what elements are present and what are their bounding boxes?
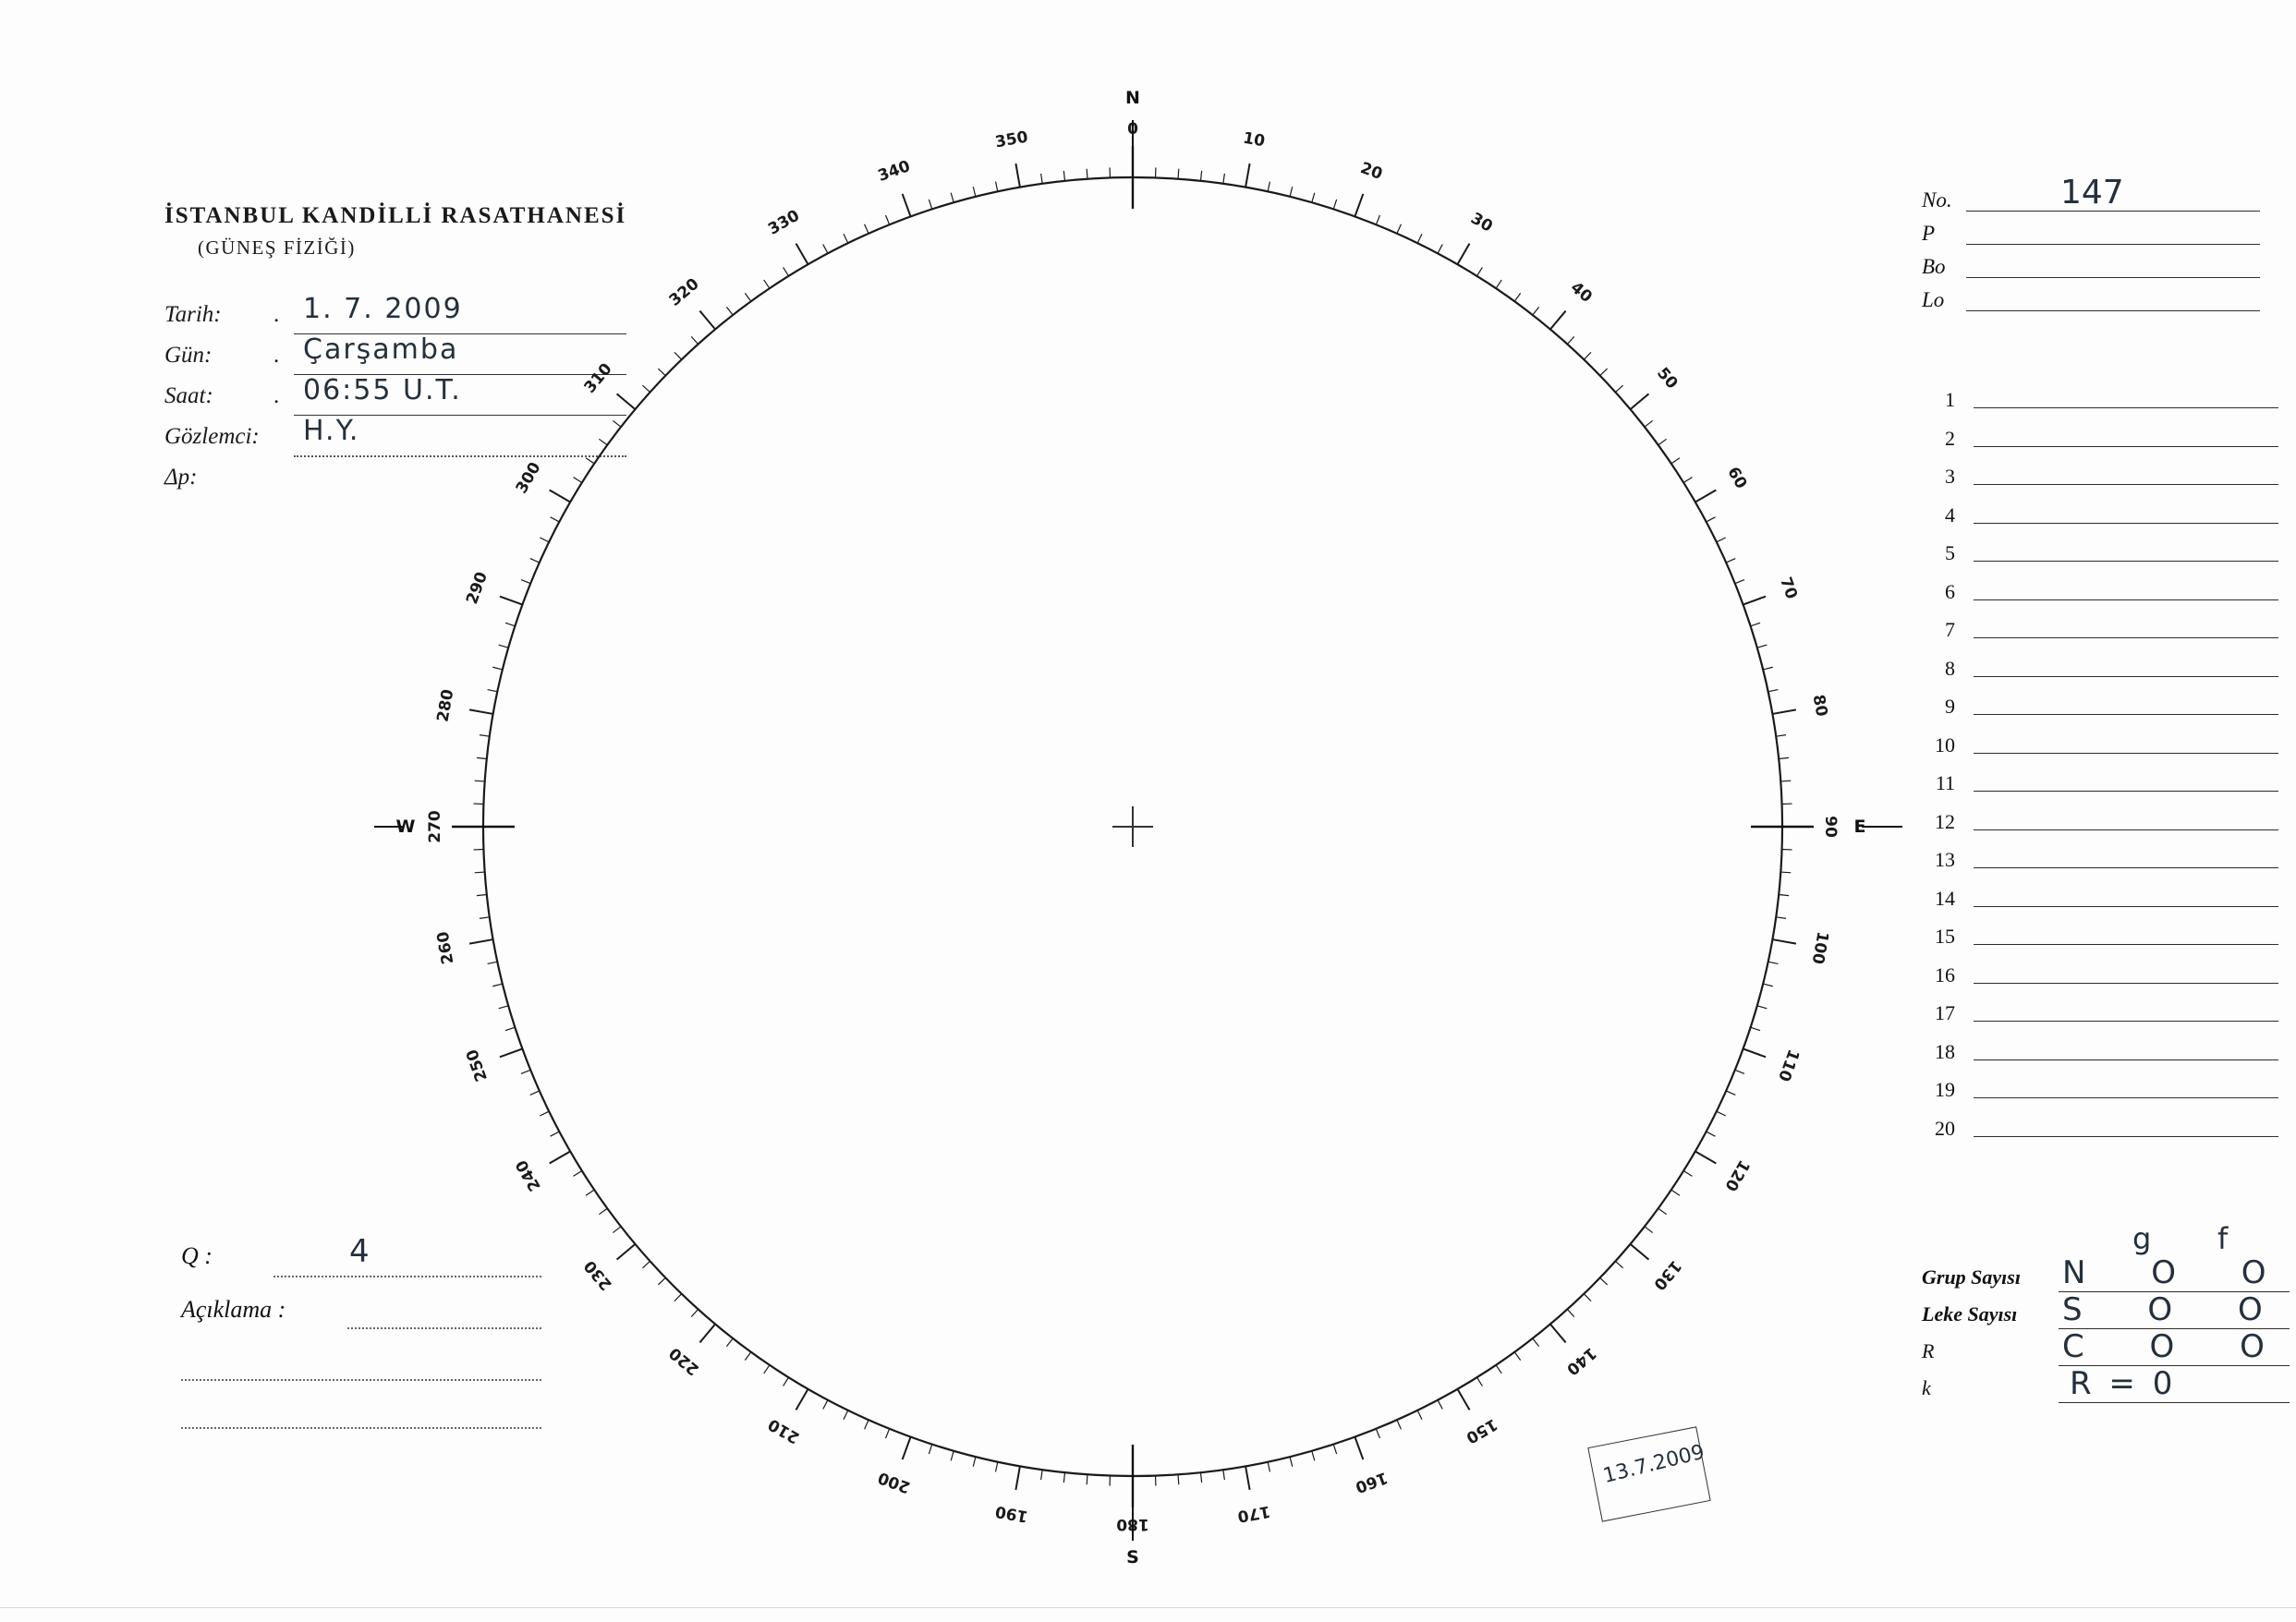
- date-stamp: [1587, 1426, 1710, 1521]
- rf-underline-lo: [1966, 310, 2260, 311]
- rf-row-bo: [1922, 251, 2273, 284]
- disk-center-crosshair: [1112, 806, 1153, 847]
- list-item-line: [1974, 944, 2278, 945]
- degree-label-70: 70: [1776, 575, 1801, 602]
- list-item-line: [1974, 867, 2278, 868]
- list-item-number: 11: [1935, 771, 1955, 794]
- list-item[interactable]: [1922, 422, 2282, 461]
- field-row-gozlemci: [164, 415, 645, 459]
- list-item-line: [1974, 676, 2278, 677]
- degree-label-190: 190: [993, 1501, 1030, 1526]
- rf-label-bo: Bo: [1922, 255, 1946, 278]
- summary-underline-k: [2059, 1402, 2290, 1403]
- degree-label-230: 230: [580, 1256, 616, 1294]
- list-item-line: [1974, 407, 2278, 408]
- header-field-list: [164, 293, 645, 500]
- q-underline: [273, 1276, 541, 1277]
- list-item[interactable]: [1922, 383, 2282, 422]
- list-item-line: [1974, 1021, 2278, 1022]
- list-item-line: [1974, 484, 2278, 485]
- summary-value-grup-sayisi[interactable]: N O O: [2062, 1254, 2294, 1291]
- degree-label-60: 60: [1723, 464, 1751, 492]
- degree-label-160: 160: [1353, 1468, 1391, 1496]
- list-item-number: 2: [1945, 426, 1955, 450]
- list-item-number: 5: [1945, 541, 1955, 564]
- field-row-gun: [164, 333, 645, 378]
- list-item-line: [1974, 829, 2278, 830]
- degree-label-330: 330: [765, 206, 803, 239]
- list-item-number: 6: [1945, 579, 1955, 603]
- field-dots-gun: .: [273, 343, 283, 368]
- rf-label-p: P: [1922, 222, 1936, 245]
- list-item-line: [1974, 1059, 2278, 1060]
- rf-underline-bo: [1966, 277, 2260, 278]
- field-dots-tarih: .: [273, 302, 283, 327]
- rf-value-no[interactable]: 147: [2060, 174, 2124, 212]
- summary-block: [1922, 1221, 2294, 1408]
- degree-label-210: 210: [765, 1414, 803, 1447]
- field-value-saat[interactable]: 06:55 U.T.: [303, 374, 462, 406]
- degree-label-180: 180: [1116, 1515, 1149, 1533]
- degree-label-150: 150: [1463, 1414, 1500, 1447]
- list-item[interactable]: [1922, 652, 2282, 691]
- list-item[interactable]: [1922, 690, 2282, 729]
- list-item-line: [1974, 637, 2278, 638]
- list-item[interactable]: [1922, 882, 2282, 921]
- cardinal-label-N: N: [1125, 88, 1140, 108]
- summary-row-k: [1922, 1365, 2291, 1408]
- summary-label-r: R: [1922, 1339, 1935, 1362]
- list-item[interactable]: [1922, 767, 2282, 805]
- list-item-line: [1974, 791, 2278, 792]
- degree-label-100: 100: [1807, 929, 1832, 966]
- degree-label-200: 200: [875, 1468, 913, 1496]
- list-item-line: [1974, 561, 2278, 562]
- list-item[interactable]: [1922, 1073, 2282, 1112]
- list-item-number: 3: [1945, 465, 1955, 488]
- list-item-number: 1: [1945, 388, 1955, 411]
- degree-label-170: 170: [1235, 1501, 1272, 1526]
- field-label-deltap: Δp:: [164, 465, 198, 490]
- list-item-line: [1974, 983, 2278, 984]
- rf-underline-no: [1966, 211, 2260, 212]
- q-label: Q :: [181, 1242, 213, 1269]
- summary-value-k[interactable]: R = 0: [2070, 1365, 2177, 1402]
- degree-label-30: 30: [1467, 209, 1496, 236]
- rf-row-no: [1922, 174, 2273, 218]
- list-item-line: [1974, 523, 2278, 524]
- note-underline-1: [347, 1327, 541, 1329]
- degree-label-80: 80: [1808, 693, 1831, 719]
- degree-label-140: 140: [1562, 1343, 1600, 1379]
- list-item-number: 12: [1935, 809, 1955, 833]
- cardinal-label-S: S: [1126, 1547, 1139, 1568]
- field-value-gun[interactable]: Çarşamba: [303, 333, 459, 366]
- list-item-number: 10: [1935, 732, 1955, 757]
- degree-label-350: 350: [993, 127, 1030, 152]
- degree-label-40: 40: [1566, 278, 1596, 307]
- rf-label-no: No.: [1922, 188, 1952, 212]
- note-label: Açıklama :: [181, 1296, 286, 1323]
- degree-label-300: 300: [512, 459, 545, 497]
- list-item[interactable]: [1922, 499, 2282, 538]
- department-subtitle: (GÜNEŞ FİZİĞİ): [198, 236, 356, 259]
- field-row-tarih: [164, 293, 645, 337]
- organization-title: İSTANBUL KANDİLLİ RASATHANESİ: [164, 203, 627, 228]
- degree-label-130: 130: [1649, 1256, 1685, 1294]
- summary-column-header-g: g: [2132, 1221, 2196, 1256]
- degree-label-90: 90: [1821, 816, 1840, 838]
- summary-label-k: k: [1922, 1376, 1931, 1399]
- list-item-number: 16: [1935, 962, 1955, 987]
- field-dots-saat: .: [273, 383, 283, 408]
- list-item[interactable]: [1922, 1112, 2282, 1151]
- degree-label-20: 20: [1357, 159, 1385, 184]
- field-label-gun: Gün:: [164, 343, 213, 368]
- q-value[interactable]: 4: [349, 1233, 370, 1270]
- list-item[interactable]: [1922, 805, 2282, 844]
- summary-label-leke-sayisi: Leke Sayısı: [1922, 1302, 2018, 1325]
- list-item[interactable]: [1922, 537, 2282, 575]
- list-item[interactable]: [1922, 729, 2282, 768]
- field-label-tarih: Tarih:: [164, 302, 222, 327]
- rf-row-lo: [1922, 284, 2273, 318]
- rf-row-p: [1922, 218, 2273, 251]
- list-item-number: 8: [1945, 656, 1955, 680]
- list-item[interactable]: [1922, 613, 2282, 652]
- field-row-saat: [164, 374, 645, 418]
- degree-label-250: 250: [463, 1047, 492, 1084]
- cardinal-label-W: W: [395, 817, 416, 837]
- field-row-deltap: [164, 459, 645, 500]
- list-item[interactable]: [1922, 959, 2282, 998]
- degree-label-260: 260: [433, 929, 458, 966]
- list-item[interactable]: [1922, 1035, 2282, 1074]
- list-item[interactable]: [1922, 997, 2282, 1035]
- list-item-line: [1974, 1136, 2278, 1137]
- degree-label-290: 290: [463, 569, 492, 607]
- list-item-number: 9: [1945, 695, 1955, 718]
- summary-value-leke-sayisi[interactable]: S O O: [2062, 1291, 2290, 1328]
- summary-column-header-f: f: [2217, 1221, 2229, 1256]
- field-underline-gozlemci: [294, 455, 626, 457]
- degree-label-270: 270: [426, 810, 444, 843]
- list-item-line: [1974, 906, 2278, 907]
- degree-label-280: 280: [433, 687, 458, 724]
- list-item-number: 15: [1935, 925, 1955, 948]
- list-item-number: 4: [1945, 502, 1955, 527]
- list-item-line: [1974, 446, 2278, 447]
- list-item-number: 14: [1935, 886, 1955, 910]
- list-item[interactable]: [1922, 460, 2282, 499]
- page-footer-rule: [0, 1607, 2296, 1608]
- field-value-gozlemci[interactable]: H.Y.: [303, 415, 360, 447]
- numbered-entry-list: [1922, 383, 2282, 1150]
- degree-label-0: 0: [1127, 120, 1138, 139]
- list-item-line: [1974, 1097, 2278, 1098]
- date-stamp-text: 13.7.2009: [1600, 1440, 1707, 1489]
- list-item-line: [1974, 714, 2278, 715]
- list-item-number: 17: [1935, 1001, 1955, 1024]
- list-item-number: 18: [1935, 1039, 1955, 1063]
- right-header-form: [1922, 174, 2273, 318]
- degree-label-120: 120: [1720, 1156, 1754, 1194]
- rf-underline-p: [1966, 244, 2260, 245]
- list-item[interactable]: [1922, 920, 2282, 959]
- degree-label-240: 240: [512, 1156, 545, 1194]
- note-underline-2: [181, 1379, 541, 1381]
- list-item-line: [1974, 753, 2278, 754]
- header-block: [164, 203, 645, 500]
- summary-value-r[interactable]: C O O: [2062, 1328, 2292, 1365]
- degree-label-220: 220: [665, 1343, 703, 1379]
- degree-label-110: 110: [1774, 1047, 1803, 1084]
- degree-label-340: 340: [875, 157, 913, 186]
- list-item[interactable]: [1922, 843, 2282, 882]
- summary-label-grup-sayisi: Grup Sayısı: [1922, 1265, 2021, 1289]
- list-item-number: 20: [1935, 1116, 1955, 1140]
- field-label-gozlemci: Gözlemci:: [164, 424, 260, 449]
- list-item-line: [1974, 599, 2278, 600]
- field-value-tarih[interactable]: 1. 7. 2009: [303, 293, 463, 325]
- degree-label-50: 50: [1653, 364, 1682, 393]
- rf-label-lo: Lo: [1922, 288, 1945, 311]
- degree-label-310: 310: [580, 359, 616, 397]
- list-item-number: 19: [1935, 1078, 1955, 1101]
- note-underline-3: [181, 1427, 541, 1429]
- list-item[interactable]: [1922, 575, 2282, 614]
- cardinal-label-E: E: [1853, 817, 1866, 837]
- field-label-saat: Saat:: [164, 383, 213, 408]
- degree-label-320: 320: [665, 274, 703, 310]
- degree-label-10: 10: [1241, 128, 1267, 151]
- list-item-number: 7: [1945, 618, 1955, 641]
- list-item-number: 13: [1935, 848, 1955, 871]
